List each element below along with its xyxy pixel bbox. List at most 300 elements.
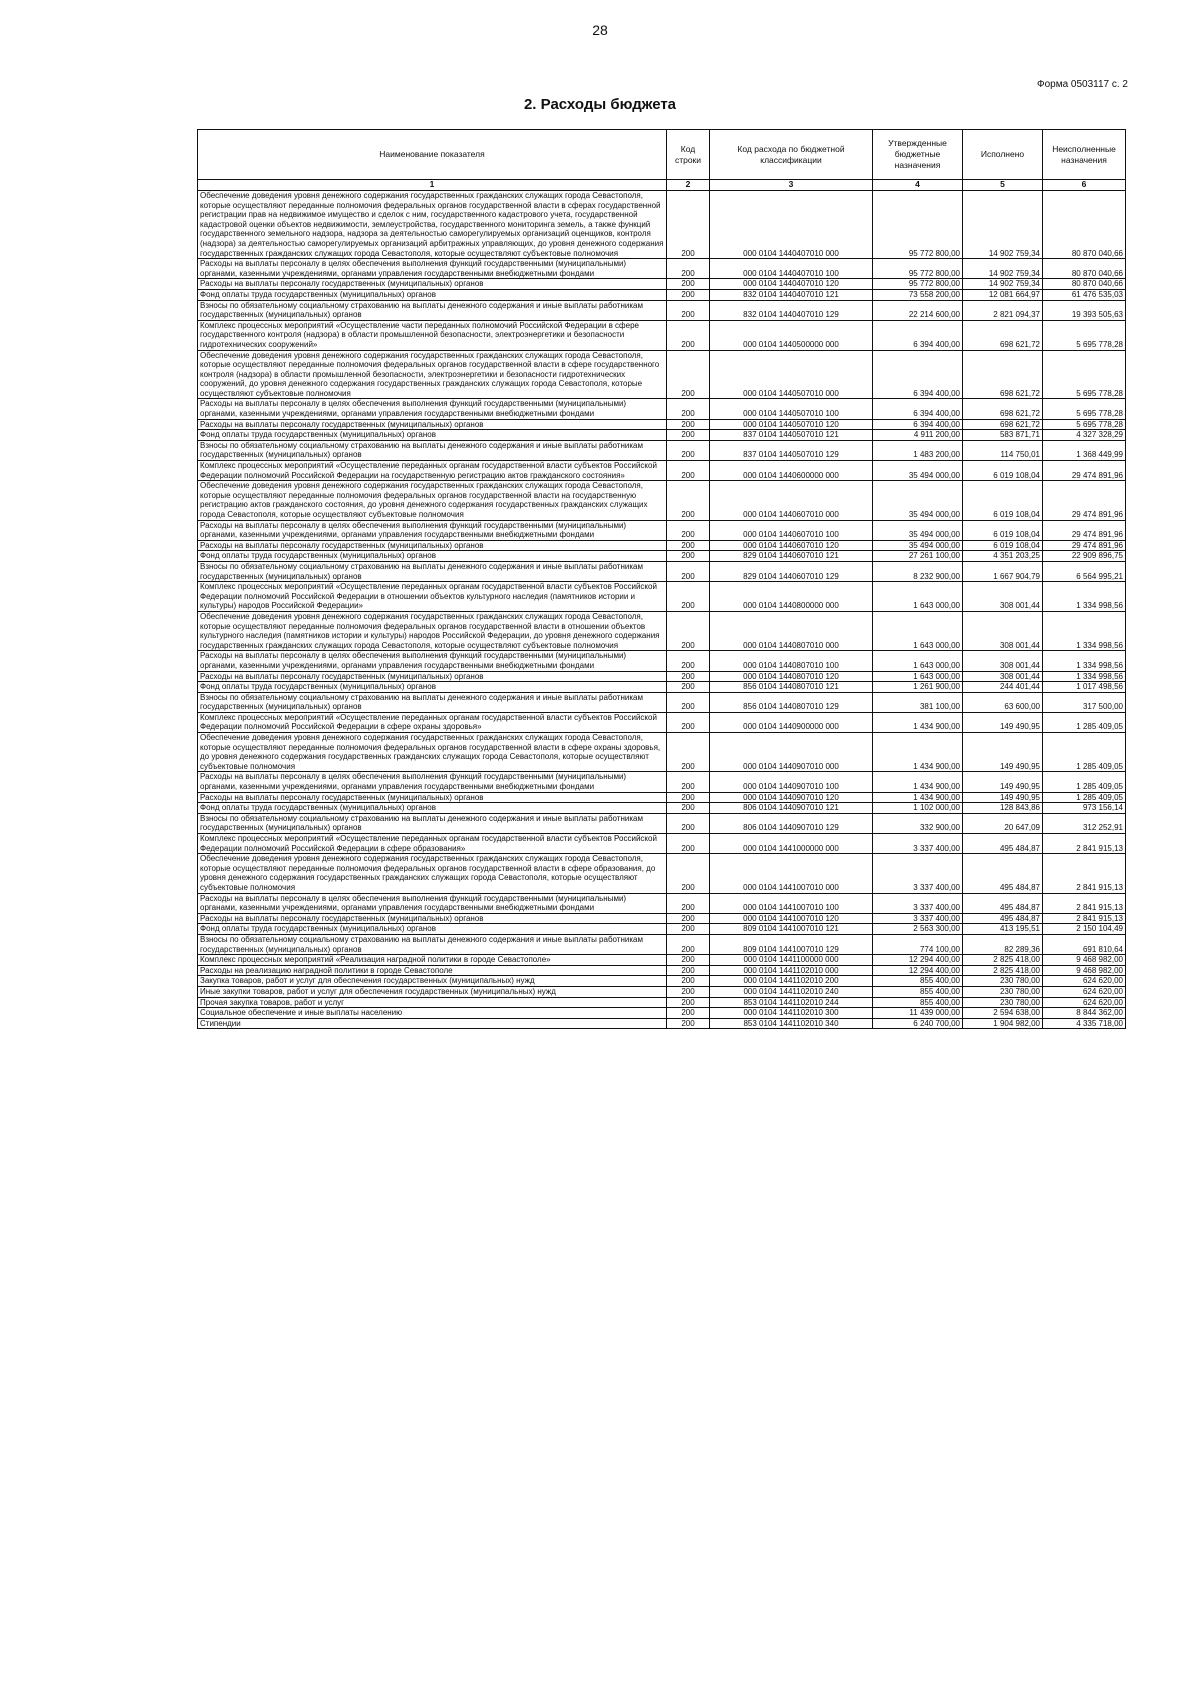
row-executed-cell: 308 001,44	[963, 651, 1043, 671]
table-row	[198, 320, 1126, 350]
row-executed-cell: 14 902 759,34	[963, 191, 1043, 259]
row-unexecuted-cell: 1 017 498,56	[1043, 682, 1126, 693]
row-expense-code-cell: 806 0104 1440907010 121	[710, 803, 873, 814]
row-executed-cell: 82 289,36	[963, 934, 1043, 954]
row-name-cell: Комплекс процессных мероприятий «Осуществление части переданных полномочий Российской Федерации в сфере государственного контроля (надзора) в области промышленной безопасности, электроэнергетики и безопасности гидротехнических сооружений»	[198, 320, 667, 350]
table-row	[198, 611, 1126, 650]
row-expense-code-cell: 000 0104 1441007010 100	[710, 893, 873, 913]
row-name-cell: Расходы на выплаты персоналу в целях обеспечения выполнения функций государственными (муниципальными) органами, казенными учреждениями, органами управления государственными внебюджетными фондами	[198, 399, 667, 419]
row-name-cell: Обеспечение доведения уровня денежного содержания государственных гражданских служащих города Севастополя, которые осуществляют переданные полномочия федеральных органов государственной власти в сфере охраны здоровья, до уровня денежного содержания государственных гражданских служащих города Севастополя, которые осуществляют субъектовые полномочия	[198, 733, 667, 772]
row-executed-cell: 230 780,00	[963, 976, 1043, 987]
row-name-cell: Расходы на выплаты персоналу в целях обеспечения выполнения функций государственными (муниципальными) органами, казенными учреждениями, органами управления государственными внебюджетными фондами	[198, 259, 667, 279]
row-expense-code-cell: 000 0104 1441000000 000	[710, 834, 873, 854]
row-line-code-cell: 200	[667, 551, 710, 562]
row-name-cell: Закупка товаров, работ и услуг для обеспечения государственных (муниципальных) нужд	[198, 976, 667, 987]
row-expense-code-cell: 000 0104 1440507010 100	[710, 399, 873, 419]
row-approved-cell: 95 772 800,00	[873, 259, 963, 279]
row-approved-cell: 1 261 900,00	[873, 682, 963, 693]
row-name-cell: Взносы по обязательному социальному страхованию на выплаты денежного содержания и иные выплаты работникам государственных (муниципальных) органов	[198, 300, 667, 320]
row-approved-cell: 95 772 800,00	[873, 279, 963, 290]
table-row	[198, 976, 1126, 987]
row-expense-code-cell: 000 0104 1440907010 120	[710, 792, 873, 803]
row-executed-cell: 14 902 759,34	[963, 259, 1043, 279]
row-line-code-cell: 200	[667, 772, 710, 792]
row-expense-code-cell: 000 0104 1440607010 000	[710, 481, 873, 520]
row-expense-code-cell: 000 0104 1441007010 120	[710, 913, 873, 924]
row-unexecuted-cell: 80 870 040,66	[1043, 259, 1126, 279]
table-row	[198, 854, 1126, 893]
row-expense-code-cell: 000 0104 1440607010 100	[710, 520, 873, 540]
row-executed-cell: 2 825 418,00	[963, 955, 1043, 966]
table-row	[198, 965, 1126, 976]
row-line-code-cell: 200	[667, 279, 710, 290]
row-approved-cell: 3 337 400,00	[873, 893, 963, 913]
row-expense-code-cell: 000 0104 1440807010 120	[710, 671, 873, 682]
row-name-cell: Взносы по обязательному социальному страхованию на выплаты денежного содержания и иные выплаты работникам государственных (муниципальных) органов	[198, 692, 667, 712]
row-unexecuted-cell: 973 156,14	[1043, 803, 1126, 814]
table-header-row	[198, 130, 1126, 180]
table-row	[198, 1008, 1126, 1019]
row-expense-code-cell: 837 0104 1440507010 121	[710, 430, 873, 441]
row-expense-code-cell: 000 0104 1440407010 120	[710, 279, 873, 290]
row-expense-code-cell: 000 0104 1441102010 300	[710, 1008, 873, 1019]
column-number: 4	[873, 180, 963, 191]
row-expense-code-cell: 832 0104 1440407010 121	[710, 289, 873, 300]
row-expense-code-cell: 829 0104 1440607010 121	[710, 551, 873, 562]
row-approved-cell: 774 100,00	[873, 934, 963, 954]
row-approved-cell: 12 294 400,00	[873, 965, 963, 976]
row-name-cell: Фонд оплаты труда государственных (муниципальных) органов	[198, 289, 667, 300]
row-approved-cell: 8 232 900,00	[873, 561, 963, 581]
row-unexecuted-cell: 1 368 449,99	[1043, 440, 1126, 460]
row-executed-cell: 149 490,95	[963, 733, 1043, 772]
row-executed-cell: 583 871,71	[963, 430, 1043, 441]
row-name-cell: Взносы по обязательному социальному страхованию на выплаты денежного содержания и иные выплаты работникам государственных (муниципальных) органов	[198, 561, 667, 581]
row-name-cell: Иные закупки товаров, работ и услуг для обеспечения государственных (муниципальных) нужд	[198, 986, 667, 997]
row-unexecuted-cell: 29 474 891,96	[1043, 540, 1126, 551]
row-unexecuted-cell: 8 844 362,00	[1043, 1008, 1126, 1019]
row-approved-cell: 6 394 400,00	[873, 419, 963, 430]
row-unexecuted-cell: 624 620,00	[1043, 976, 1126, 987]
row-line-code-cell: 200	[667, 430, 710, 441]
row-name-cell: Расходы на выплаты персоналу государственных (муниципальных) органов	[198, 279, 667, 290]
row-approved-cell: 35 494 000,00	[873, 540, 963, 551]
row-line-code-cell: 200	[667, 461, 710, 481]
row-name-cell: Расходы на выплаты персоналу государственных (муниципальных) органов	[198, 419, 667, 430]
row-unexecuted-cell: 2 841 915,13	[1043, 913, 1126, 924]
table-row	[198, 259, 1126, 279]
row-line-code-cell: 200	[667, 986, 710, 997]
row-executed-cell: 1 667 904,79	[963, 561, 1043, 581]
row-approved-cell: 855 400,00	[873, 986, 963, 997]
row-executed-cell: 413 195,51	[963, 924, 1043, 935]
row-executed-cell: 495 484,87	[963, 834, 1043, 854]
row-name-cell: Фонд оплаты труда государственных (муниципальных) органов	[198, 924, 667, 935]
row-expense-code-cell: 832 0104 1440407010 129	[710, 300, 873, 320]
row-name-cell: Расходы на выплаты персоналу в целях обеспечения выполнения функций государственными (муниципальными) органами, казенными учреждениями, органами управления государственными внебюджетными фондами	[198, 651, 667, 671]
row-unexecuted-cell: 2 841 915,13	[1043, 834, 1126, 854]
table-row	[198, 792, 1126, 803]
row-executed-cell: 6 019 108,04	[963, 461, 1043, 481]
row-unexecuted-cell: 4 335 718,00	[1043, 1018, 1126, 1029]
row-name-cell: Прочая закупка товаров, работ и услуг	[198, 997, 667, 1008]
row-approved-cell: 1 434 900,00	[873, 733, 963, 772]
table-row	[198, 1018, 1126, 1029]
column-number-row	[198, 180, 1126, 191]
row-approved-cell: 3 337 400,00	[873, 834, 963, 854]
row-name-cell: Обеспечение доведения уровня денежного содержания государственных гражданских служащих города Севастополя, которые осуществляют переданные полномочия федеральных органов государственной власти на государственную регистрацию актов гражданского состояния, до уровня денежного содержания государственных гражданских служащих города Севастополя, которые осуществляют субъектовые полномочия	[198, 481, 667, 520]
row-expense-code-cell: 000 0104 1440900000 000	[710, 712, 873, 732]
row-approved-cell: 73 558 200,00	[873, 289, 963, 300]
row-line-code-cell: 200	[667, 259, 710, 279]
table-row	[198, 997, 1126, 1008]
row-expense-code-cell: 000 0104 1440907010 100	[710, 772, 873, 792]
column-number: 3	[710, 180, 873, 191]
table-row	[198, 540, 1126, 551]
row-expense-code-cell: 000 0104 1440807010 100	[710, 651, 873, 671]
row-unexecuted-cell: 1 285 409,05	[1043, 733, 1126, 772]
row-executed-cell: 6 019 108,04	[963, 520, 1043, 540]
row-name-cell: Расходы на выплаты персоналу в целях обеспечения выполнения функций государственными (муниципальными) органами, казенными учреждениями, органами управления государственными внебюджетными фондами	[198, 772, 667, 792]
row-line-code-cell: 200	[667, 682, 710, 693]
row-expense-code-cell: 829 0104 1440607010 129	[710, 561, 873, 581]
row-line-code-cell: 200	[667, 419, 710, 430]
row-executed-cell: 698 621,72	[963, 399, 1043, 419]
row-expense-code-cell: 000 0104 1441102010 200	[710, 976, 873, 987]
row-approved-cell: 11 439 000,00	[873, 1008, 963, 1019]
row-name-cell: Комплекс процессных мероприятий «Осуществление переданных органам государственной власти субъектов Российской Федерации полномочий Российской Федерации в сфере образования»	[198, 834, 667, 854]
row-expense-code-cell: 000 0104 1440907010 000	[710, 733, 873, 772]
row-line-code-cell: 200	[667, 399, 710, 419]
row-unexecuted-cell: 5 695 778,28	[1043, 320, 1126, 350]
row-line-code-cell: 200	[667, 582, 710, 612]
row-approved-cell: 1 643 000,00	[873, 651, 963, 671]
row-approved-cell: 1 434 900,00	[873, 792, 963, 803]
row-line-code-cell: 200	[667, 976, 710, 987]
row-unexecuted-cell: 2 841 915,13	[1043, 893, 1126, 913]
table-row	[198, 551, 1126, 562]
table-row	[198, 440, 1126, 460]
row-name-cell: Обеспечение доведения уровня денежного содержания государственных гражданских служащих города Севастополя, которые осуществляют переданные полномочия федеральных органов государственной власти в отношении объектов культурного наследия (памятников истории и культуры) народов Российской Федерации, до уровня денежного содержания государственных гражданских служащих города Севастополя, которые осуществляют субъектовые полномочия	[198, 611, 667, 650]
row-executed-cell: 6 019 108,04	[963, 540, 1043, 551]
row-name-cell: Стипендии	[198, 1018, 667, 1029]
row-approved-cell: 332 900,00	[873, 813, 963, 833]
row-expense-code-cell: 856 0104 1440807010 121	[710, 682, 873, 693]
row-line-code-cell: 200	[667, 733, 710, 772]
row-line-code-cell: 200	[667, 651, 710, 671]
row-executed-cell: 308 001,44	[963, 611, 1043, 650]
row-expense-code-cell: 809 0104 1441007010 121	[710, 924, 873, 935]
row-line-code-cell: 200	[667, 1018, 710, 1029]
row-unexecuted-cell: 1 334 998,56	[1043, 611, 1126, 650]
row-unexecuted-cell: 9 468 982,00	[1043, 965, 1126, 976]
row-unexecuted-cell: 80 870 040,66	[1043, 279, 1126, 290]
row-line-code-cell: 200	[667, 561, 710, 581]
row-line-code-cell: 200	[667, 997, 710, 1008]
row-line-code-cell: 200	[667, 854, 710, 893]
table-row	[198, 671, 1126, 682]
table-row	[198, 712, 1126, 732]
form-code: Форма 0503117 с. 2	[1036, 79, 1128, 90]
row-name-cell: Обеспечение доведения уровня денежного содержания государственных гражданских служащих города Севастополя, которые осуществляют переданные полномочия федеральных органов государственной власти в сфере государственного контроля (надзора) в области промышленной безопасности, электроэнергетики и безопасности гидротехнических сооружений, до уровня денежного содержания государственных гражданских служащих города Севастополя, которые осуществляют субъектовые полномочия	[198, 350, 667, 399]
row-line-code-cell: 200	[667, 1008, 710, 1019]
row-unexecuted-cell: 29 474 891,96	[1043, 481, 1126, 520]
row-executed-cell: 2 825 418,00	[963, 965, 1043, 976]
row-line-code-cell: 200	[667, 692, 710, 712]
row-line-code-cell: 200	[667, 913, 710, 924]
row-name-cell: Расходы на выплаты персоналу государственных (муниципальных) органов	[198, 913, 667, 924]
row-name-cell: Обеспечение доведения уровня денежного содержания государственных гражданских служащих города Севастополя, которые осуществляют переданные полномочия федеральных органов государственной власти в сфере образования, до уровня денежного содержания государственных гражданских служащих города Севастополя, которые осуществляют субъектовые полномочия	[198, 854, 667, 893]
row-executed-cell: 698 621,72	[963, 320, 1043, 350]
row-unexecuted-cell: 22 909 896,75	[1043, 551, 1126, 562]
row-line-code-cell: 200	[667, 792, 710, 803]
row-expense-code-cell: 000 0104 1440800000 000	[710, 582, 873, 612]
row-approved-cell: 1 643 000,00	[873, 611, 963, 650]
row-approved-cell: 1 643 000,00	[873, 671, 963, 682]
table-row	[198, 834, 1126, 854]
row-line-code-cell: 200	[667, 350, 710, 399]
table-row	[198, 934, 1126, 954]
row-executed-cell: 128 843,86	[963, 803, 1043, 814]
row-executed-cell: 308 001,44	[963, 582, 1043, 612]
row-name-cell: Фонд оплаты труда государственных (муниципальных) органов	[198, 430, 667, 441]
row-line-code-cell: 200	[667, 813, 710, 833]
row-name-cell: Взносы по обязательному социальному страхованию на выплаты денежного содержания и иные выплаты работникам государственных (муниципальных) органов	[198, 440, 667, 460]
row-unexecuted-cell: 624 620,00	[1043, 997, 1126, 1008]
column-number: 1	[198, 180, 667, 191]
table-row	[198, 430, 1126, 441]
row-approved-cell: 1 434 900,00	[873, 772, 963, 792]
row-name-cell: Расходы на выплаты персоналу государственных (муниципальных) органов	[198, 540, 667, 551]
row-name-cell: Социальное обеспечение и иные выплаты населению	[198, 1008, 667, 1019]
row-line-code-cell: 200	[667, 540, 710, 551]
column-number: 5	[963, 180, 1043, 191]
table-row	[198, 419, 1126, 430]
row-line-code-cell: 200	[667, 893, 710, 913]
row-executed-cell: 495 484,87	[963, 913, 1043, 924]
table-row	[198, 399, 1126, 419]
row-expense-code-cell: 000 0104 1440507010 120	[710, 419, 873, 430]
table-row	[198, 300, 1126, 320]
row-approved-cell: 6 394 400,00	[873, 350, 963, 399]
header-indicator-name: Наименование показателя	[198, 130, 667, 180]
row-expense-code-cell: 000 0104 1440807010 000	[710, 611, 873, 650]
row-unexecuted-cell: 312 252,91	[1043, 813, 1126, 833]
row-approved-cell: 1 483 200,00	[873, 440, 963, 460]
row-executed-cell: 244 401,44	[963, 682, 1043, 693]
table-row	[198, 561, 1126, 581]
row-expense-code-cell: 000 0104 1441007010 000	[710, 854, 873, 893]
table-row	[198, 682, 1126, 693]
page-number: 28	[592, 22, 608, 38]
row-unexecuted-cell: 317 500,00	[1043, 692, 1126, 712]
row-approved-cell: 6 394 400,00	[873, 399, 963, 419]
row-line-code-cell: 200	[667, 440, 710, 460]
row-name-cell: Взносы по обязательному социальному страхованию на выплаты денежного содержания и иные выплаты работникам государственных (муниципальных) органов	[198, 934, 667, 954]
row-unexecuted-cell: 6 564 995,21	[1043, 561, 1126, 581]
row-approved-cell: 1 434 900,00	[873, 712, 963, 732]
row-line-code-cell: 200	[667, 481, 710, 520]
row-name-cell: Расходы на выплаты персоналу в целях обеспечения выполнения функций государственными (муниципальными) органами, казенными учреждениями, органами управления государственными внебюджетными фондами	[198, 893, 667, 913]
row-name-cell: Расходы на выплаты персоналу государственных (муниципальных) органов	[198, 671, 667, 682]
column-number: 2	[667, 180, 710, 191]
table-row	[198, 913, 1126, 924]
row-unexecuted-cell: 2 841 915,13	[1043, 854, 1126, 893]
row-executed-cell: 698 621,72	[963, 350, 1043, 399]
row-unexecuted-cell: 1 285 409,05	[1043, 772, 1126, 792]
row-approved-cell: 35 494 000,00	[873, 461, 963, 481]
table-row	[198, 461, 1126, 481]
row-expense-code-cell: 000 0104 1441100000 000	[710, 955, 873, 966]
row-line-code-cell: 200	[667, 289, 710, 300]
row-executed-cell: 495 484,87	[963, 854, 1043, 893]
table-row	[198, 651, 1126, 671]
table-row	[198, 772, 1126, 792]
row-executed-cell: 2 821 094,37	[963, 300, 1043, 320]
row-unexecuted-cell: 1 334 998,56	[1043, 671, 1126, 682]
column-number: 6	[1043, 180, 1126, 191]
row-name-cell: Комплекс процессных мероприятий «Осуществление переданных органам государственной власти субъектов Российской Федерации полномочий Российской Федерации в сфере охраны здоровья»	[198, 712, 667, 732]
row-approved-cell: 2 563 300,00	[873, 924, 963, 935]
row-expense-code-cell: 856 0104 1440807010 129	[710, 692, 873, 712]
row-approved-cell: 381 100,00	[873, 692, 963, 712]
table-row	[198, 692, 1126, 712]
row-expense-code-cell: 837 0104 1440507010 129	[710, 440, 873, 460]
row-executed-cell: 495 484,87	[963, 893, 1043, 913]
row-unexecuted-cell: 5 695 778,28	[1043, 399, 1126, 419]
row-expense-code-cell: 000 0104 1441102010 000	[710, 965, 873, 976]
row-line-code-cell: 200	[667, 300, 710, 320]
row-expense-code-cell: 000 0104 1440407010 000	[710, 191, 873, 259]
row-executed-cell: 6 019 108,04	[963, 481, 1043, 520]
header-approved: Утвержденные бюджетные назначения	[873, 130, 963, 180]
table-row	[198, 350, 1126, 399]
row-expense-code-cell: 853 0104 1441102010 244	[710, 997, 873, 1008]
row-executed-cell: 149 490,95	[963, 772, 1043, 792]
row-name-cell: Расходы на реализацию наградной политики в городе Севастополе	[198, 965, 667, 976]
row-name-cell: Обеспечение доведения уровня денежного содержания государственных гражданских служащих города Севастополя, которые осуществляют переданные полномочия федеральных органов государственной власти в сферах государственной регистрации прав на недвижимое имущество и сделок с ним, государственного кадастрового учета, государственной кадастровой оценки объектов недвижимости, землеустройства, государственного мониторинга земель, а также функций государственного земельного надзора, надзора за деятельностью саморегулируемых организаций оценщиков, контроля (надзора) за деятельностью саморегулируемых организаций арбитражных управляющих, до уровня денежного содержания государственных гражданских служащих города Севастополя, которые осуществляют субъектовые полномочия	[198, 191, 667, 259]
budget-expenditure-table	[197, 129, 1126, 1029]
row-unexecuted-cell: 9 468 982,00	[1043, 955, 1126, 966]
row-line-code-cell: 200	[667, 320, 710, 350]
row-name-cell: Расходы на выплаты персоналу в целях обеспечения выполнения функций государственными (муниципальными) органами, казенными учреждениями, органами управления государственными внебюджетными фондами	[198, 520, 667, 540]
row-unexecuted-cell: 19 393 505,63	[1043, 300, 1126, 320]
table-row	[198, 191, 1126, 259]
table-row	[198, 582, 1126, 612]
row-line-code-cell: 200	[667, 955, 710, 966]
row-executed-cell: 4 351 203,25	[963, 551, 1043, 562]
row-approved-cell: 35 494 000,00	[873, 520, 963, 540]
row-approved-cell: 3 337 400,00	[873, 854, 963, 893]
row-unexecuted-cell: 61 476 535,03	[1043, 289, 1126, 300]
row-expense-code-cell: 000 0104 1440507010 000	[710, 350, 873, 399]
row-line-code-cell: 200	[667, 191, 710, 259]
row-unexecuted-cell: 1 285 409,05	[1043, 712, 1126, 732]
row-line-code-cell: 200	[667, 803, 710, 814]
row-line-code-cell: 200	[667, 924, 710, 935]
row-line-code-cell: 200	[667, 934, 710, 954]
row-executed-cell: 149 490,95	[963, 712, 1043, 732]
row-line-code-cell: 200	[667, 965, 710, 976]
row-line-code-cell: 200	[667, 671, 710, 682]
row-approved-cell: 6 240 700,00	[873, 1018, 963, 1029]
row-unexecuted-cell: 1 334 998,56	[1043, 582, 1126, 612]
row-expense-code-cell: 000 0104 1440607010 120	[710, 540, 873, 551]
row-unexecuted-cell: 80 870 040,66	[1043, 191, 1126, 259]
row-line-code-cell: 200	[667, 520, 710, 540]
row-name-cell: Комплекс процессных мероприятий «Осуществление переданных органам государственной власти субъектов Российской Федерации полномочий Российской Федерации в отношении объектов культурного наследия (памятников истории и культуры) народов Российской Федерации»	[198, 582, 667, 612]
row-executed-cell: 308 001,44	[963, 671, 1043, 682]
row-name-cell: Фонд оплаты труда государственных (муниципальных) органов	[198, 803, 667, 814]
row-name-cell: Взносы по обязательному социальному страхованию на выплаты денежного содержания и иные выплаты работникам государственных (муниципальных) органов	[198, 813, 667, 833]
row-expense-code-cell: 809 0104 1441007010 129	[710, 934, 873, 954]
row-unexecuted-cell: 5 695 778,28	[1043, 350, 1126, 399]
row-unexecuted-cell: 691 810,64	[1043, 934, 1126, 954]
row-approved-cell: 4 911 200,00	[873, 430, 963, 441]
row-name-cell: Фонд оплаты труда государственных (муниципальных) органов	[198, 551, 667, 562]
row-approved-cell: 1 102 000,00	[873, 803, 963, 814]
row-executed-cell: 63 600,00	[963, 692, 1043, 712]
row-unexecuted-cell: 1 334 998,56	[1043, 651, 1126, 671]
table-row	[198, 893, 1126, 913]
row-unexecuted-cell: 1 285 409,05	[1043, 792, 1126, 803]
row-executed-cell: 149 490,95	[963, 792, 1043, 803]
row-unexecuted-cell: 29 474 891,96	[1043, 520, 1126, 540]
header-executed: Исполнено	[963, 130, 1043, 180]
header-unexecuted: Неисполненные назначения	[1043, 130, 1126, 180]
row-approved-cell: 27 261 100,00	[873, 551, 963, 562]
row-line-code-cell: 200	[667, 712, 710, 732]
row-approved-cell: 855 400,00	[873, 997, 963, 1008]
row-executed-cell: 12 081 664,97	[963, 289, 1043, 300]
row-executed-cell: 2 594 638,00	[963, 1008, 1043, 1019]
header-line-code: Код строки	[667, 130, 710, 180]
row-executed-cell: 20 647,09	[963, 813, 1043, 833]
table-row	[198, 733, 1126, 772]
row-expense-code-cell: 806 0104 1440907010 129	[710, 813, 873, 833]
header-expense-code: Код расхода по бюджетной классификации	[710, 130, 873, 180]
row-expense-code-cell: 853 0104 1441102010 340	[710, 1018, 873, 1029]
table-row	[198, 481, 1126, 520]
row-approved-cell: 1 643 000,00	[873, 582, 963, 612]
row-expense-code-cell: 000 0104 1440600000 000	[710, 461, 873, 481]
row-unexecuted-cell: 29 474 891,96	[1043, 461, 1126, 481]
row-approved-cell: 22 214 600,00	[873, 300, 963, 320]
row-executed-cell: 230 780,00	[963, 986, 1043, 997]
document-title: 2. Расходы бюджета	[523, 96, 677, 113]
row-executed-cell: 14 902 759,34	[963, 279, 1043, 290]
row-approved-cell: 12 294 400,00	[873, 955, 963, 966]
row-expense-code-cell: 000 0104 1440407010 100	[710, 259, 873, 279]
table-row	[198, 279, 1126, 290]
row-unexecuted-cell: 2 150 104,49	[1043, 924, 1126, 935]
table-row	[198, 813, 1126, 833]
table-row	[198, 924, 1126, 935]
row-expense-code-cell: 000 0104 1441102010 240	[710, 986, 873, 997]
row-approved-cell: 35 494 000,00	[873, 481, 963, 520]
row-executed-cell: 230 780,00	[963, 997, 1043, 1008]
row-approved-cell: 6 394 400,00	[873, 320, 963, 350]
row-line-code-cell: 200	[667, 611, 710, 650]
table-row	[198, 520, 1126, 540]
row-unexecuted-cell: 5 695 778,28	[1043, 419, 1126, 430]
row-line-code-cell: 200	[667, 834, 710, 854]
row-executed-cell: 114 750,01	[963, 440, 1043, 460]
row-unexecuted-cell: 624 620,00	[1043, 986, 1126, 997]
table-row	[198, 955, 1126, 966]
table-row	[198, 986, 1126, 997]
row-approved-cell: 855 400,00	[873, 976, 963, 987]
